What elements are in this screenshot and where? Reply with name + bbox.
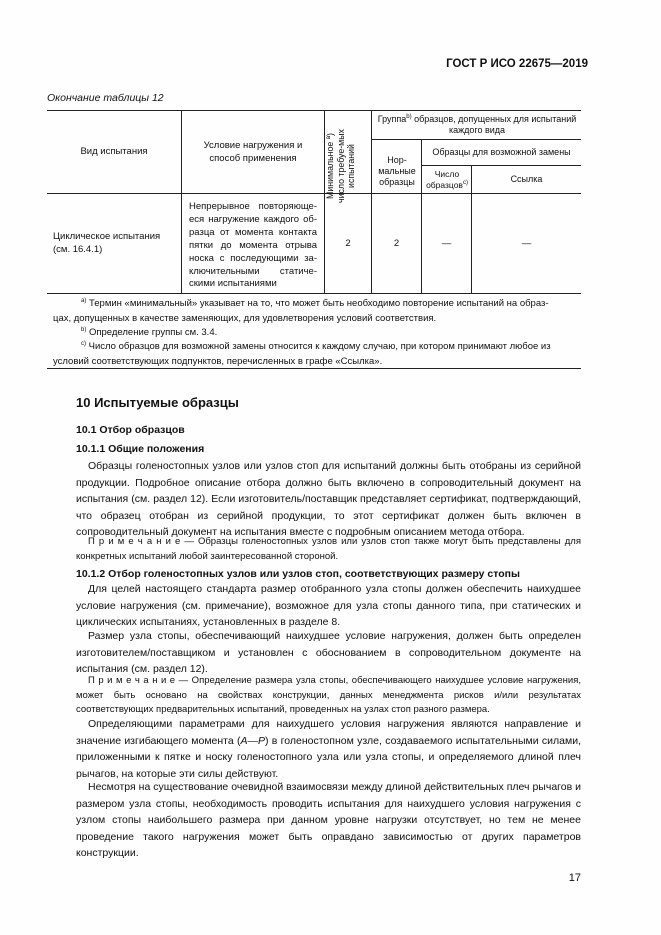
header-reference: Ссылка <box>510 174 543 184</box>
header-min-count: Минимальное ª) число требуе-мых испытаний <box>325 129 356 203</box>
paragraph-1: Образцы голеностопных узлов или узлов стоп для испытаний должны быть отобраны из серийной продукции. Подробное описание отбора должно быть включено в сопроводительный документ на испытания (см. раздел 12). Если изготовитель/поставщик представляет сертификат, подтверждающий, что образец отобран из серийной продукции, то этот сертификат должен быть включен в сопроводительный документ на испытания вместе с подробным описанием метода отбора. <box>76 460 581 538</box>
row-load-condition: Непрерывное повторяюще- еся нагружение каждого об- разца от момента контакта пятки до момента отрыва носка с последующими за- ключительными статиче- скими испытаниями <box>189 201 317 290</box>
row-sample-count: — <box>441 237 452 249</box>
row-normal-samples: 2 <box>393 237 400 249</box>
standard-header: ГОСТ Р ИСО 22675—2019 <box>446 58 588 70</box>
header-normal-samples: Нор-мальные образцы <box>378 155 416 187</box>
footnote-a: $^{a)}$ Термин «минимальный» указывает на то, что может быть необходимо повторение испытаний на образ- цах, допущенных в качестве заменяющих, для удовлетворения условий соответствия. <box>53 297 549 324</box>
header-test-type: Вид испытания <box>80 146 148 157</box>
footnote-b: $^{b)}$ Определение группы см. 3.4. <box>81 326 218 338</box>
table-caption: Окончание таблицы 12 <box>47 92 164 104</box>
footnote-c: $^{c)}$ Число образцов для возможной замены относится к каждому случаю, при котором принимают любое из условий соответствующих подпунктов, перечисленных в графе «Ссылка». <box>53 340 551 367</box>
test-table <box>47 110 581 369</box>
header-load-condition: Условие нагружения и способ применения <box>203 139 303 164</box>
subsection-10-1: 10.1 Отбор образцов <box>76 424 185 436</box>
header-sample-group: Группа$^{b)}$ образцов, допущенных для испытаний каждого вида <box>377 114 577 135</box>
paragraph-3: Размер узла стопы, обеспечивающий наихудшее условие нагружения, должен быть определен изготовителем/поставщиком и установлен с обоснованием в сопроводительном документе на испытания (см. раздел 12). <box>76 630 581 675</box>
paragraph-4: Определяющими параметрами для наихудшего условия нагружения являются направление и значение изгибающего момента (A—P) в голеностопном узле, создаваемого испытательными силами, приложенными к пятке и носку голеностопного узла или узла стопы, и определяемого длиной плеч рычагов, на которые эти силы действуют. <box>76 718 581 780</box>
page-number: 17 <box>568 872 581 884</box>
row-reference: — <box>521 237 532 249</box>
subsection-10-1-1: 10.1.1 Общие положения <box>76 443 205 455</box>
row-test-type: Циклическое испытания (см. 16.4.1) <box>53 231 161 255</box>
header-sample-count: Число образцов$^{c)}$ <box>426 169 468 190</box>
subsection-10-1-2: 10.1.2 Отбор голеностопных узлов или узлов стоп, соответствующих размеру стопы <box>76 568 520 580</box>
section-title: 10 Испытуемые образцы <box>76 395 239 410</box>
note-1: П р и м е ч а н и е — Образцы голеностопных узлов или узлов стоп также могут быть представлены для конкретных испытаний любой заинтересованной стороной. <box>76 536 581 562</box>
header-replacement-samples: Образцы для возможной замены <box>432 147 571 157</box>
row-min-count: 2 <box>345 237 351 249</box>
note-2: П р и м е ч а н и е — Определение размера узла стопы, обеспечивающего наихудшее условие нагружения, может быть основано на свойствах конструкции, данных менеджмента рисков и/или результатах соответствующих предварительных испытаний, проведенных на узлах стоп разного размера. <box>76 675 582 715</box>
paragraph-5: Несмотря на существование очевидной взаимосвязи между длиной действительных плеч рычагов и размером узла стопы, необходимость проводить испытания для наихудшего условия нагружения с узлом стопы наибольшего размера при данном уровне нагрузки отсутствует, но тем не менее проведение такого нагружения может быть оправдано зависимостью от других параметров конструкции. <box>76 781 581 859</box>
paragraph-2: Для целей настоящего стандарта размер отобранного узла стопы должен обеспечить наихудшее условие нагружения (см. примечание), возможное для узла стопы данного типа, при статических и циклических испытаниях, установленных в разделе 8. <box>76 583 581 628</box>
